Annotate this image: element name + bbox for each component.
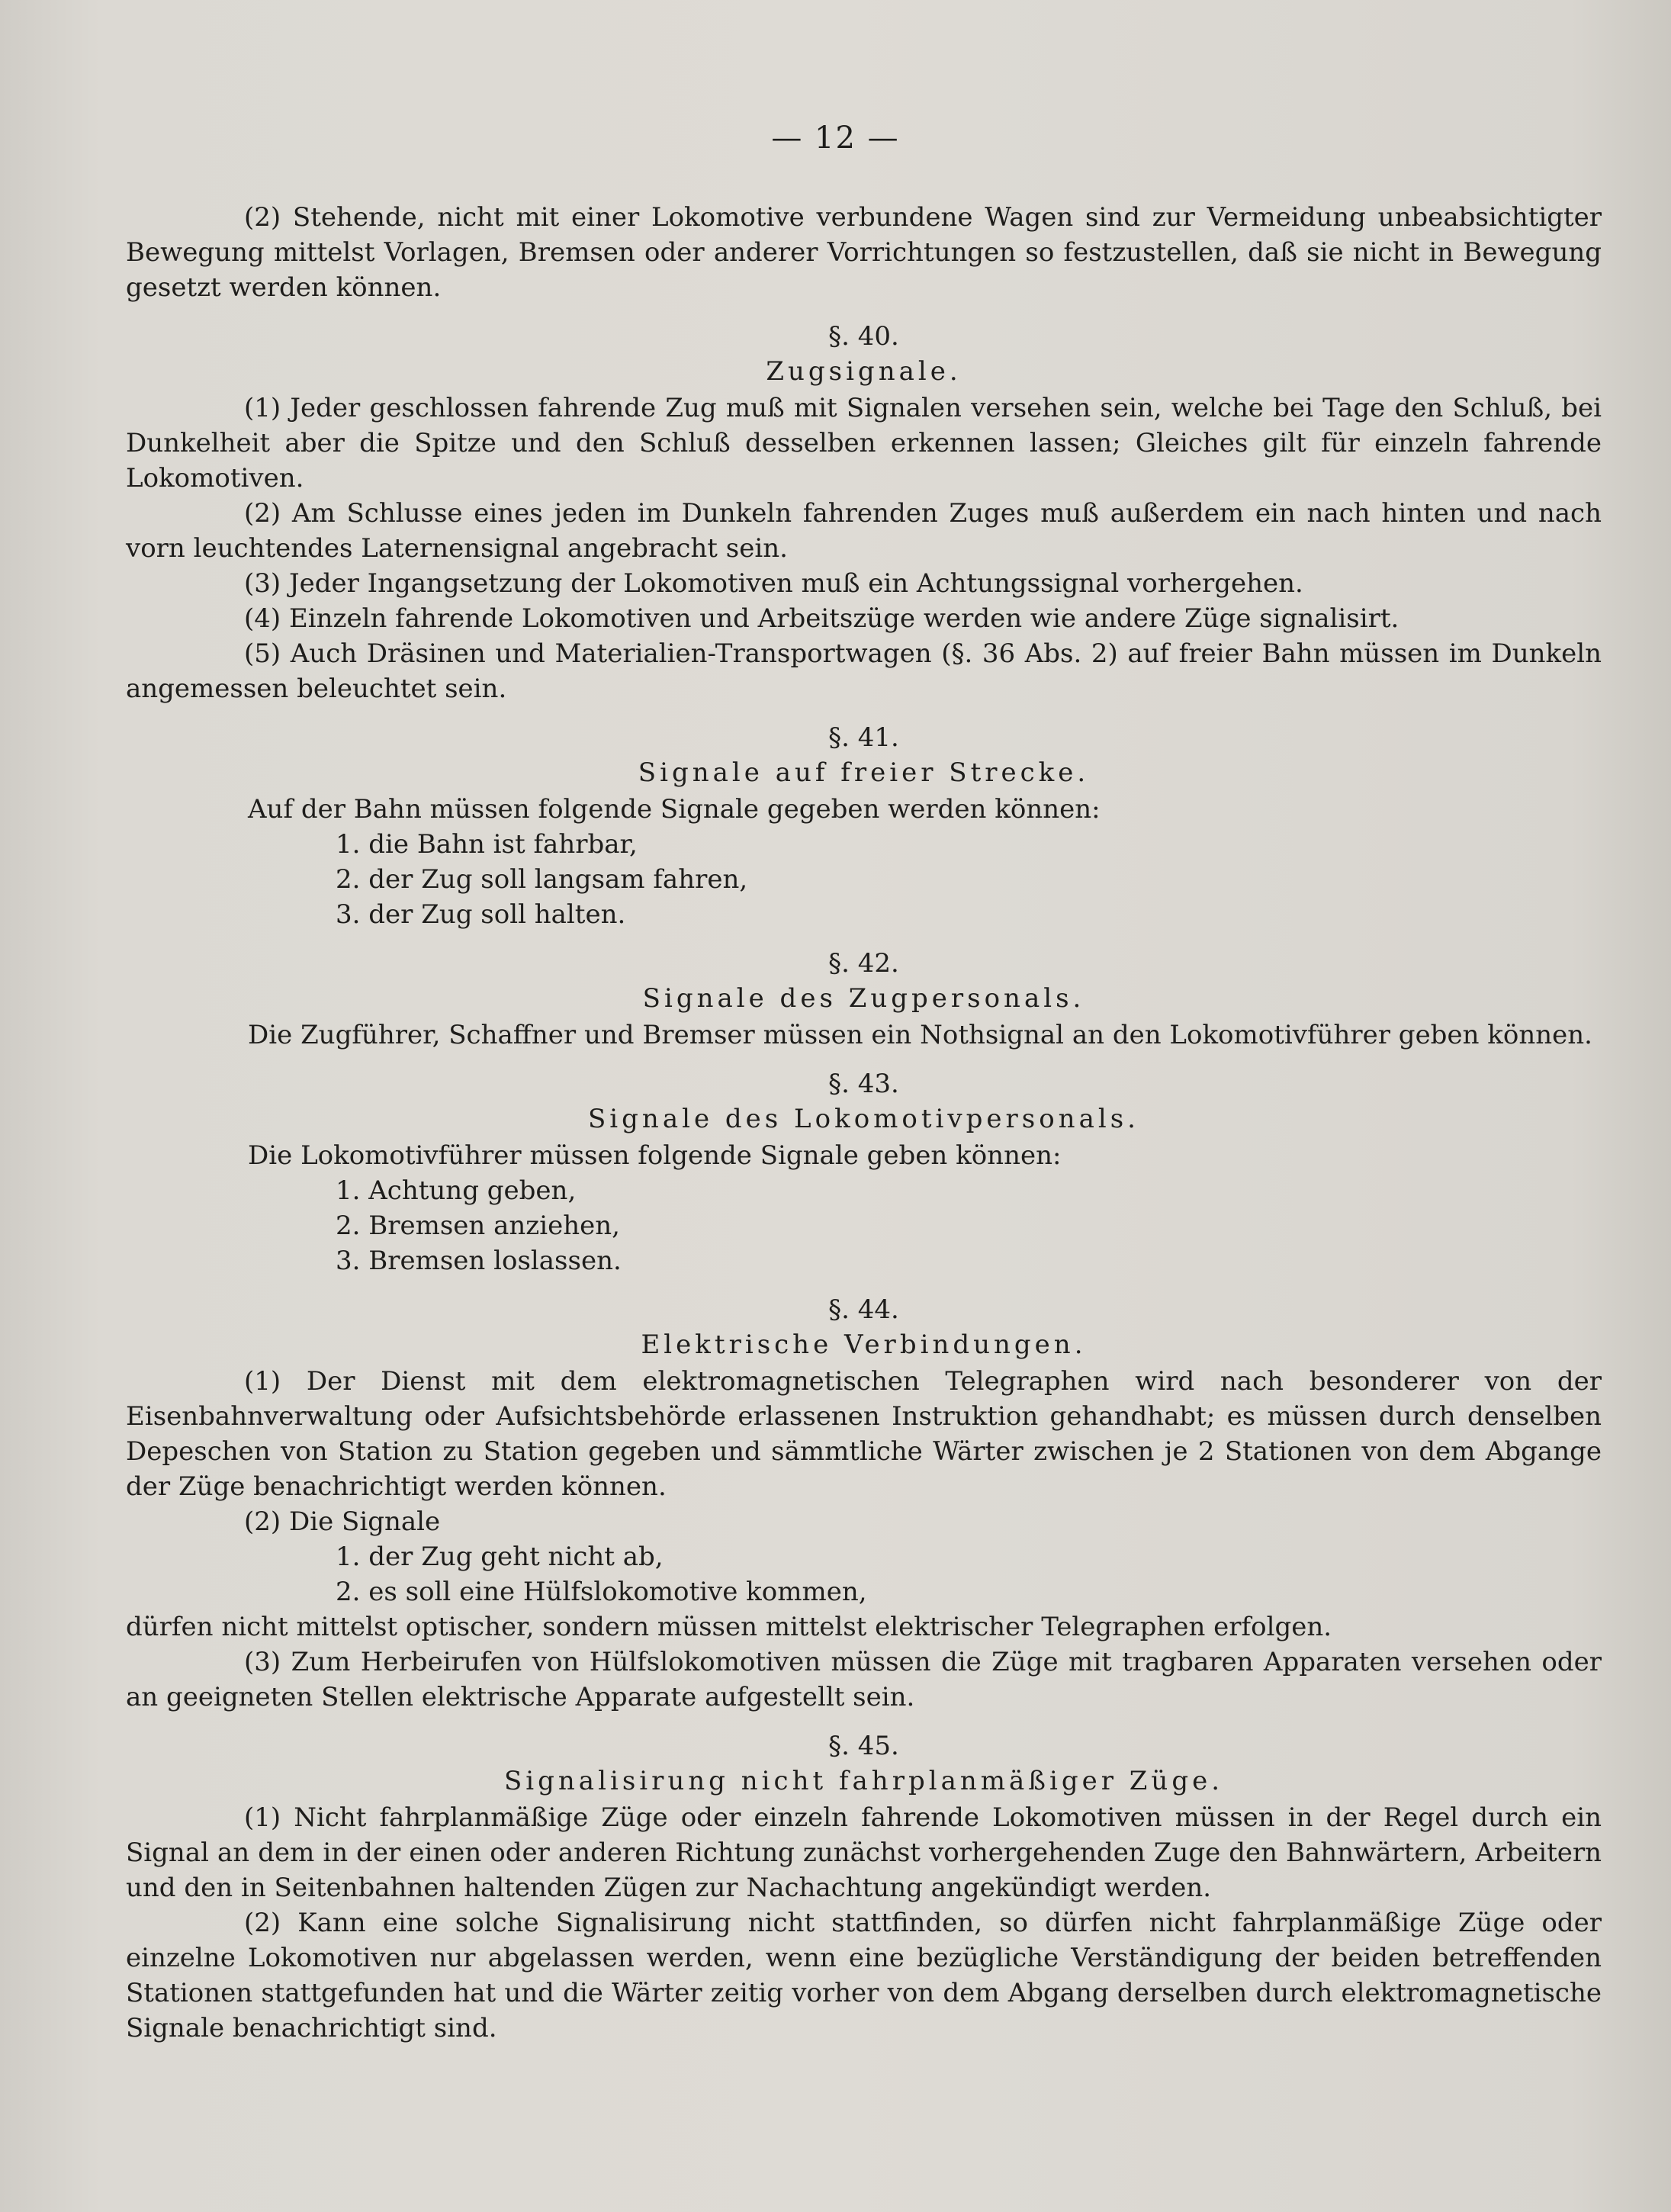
list-item: 1. die Bahn ist fahrbar, xyxy=(336,829,638,860)
section-40-number: §. 40. xyxy=(828,321,899,352)
section-42-number: §. 42. xyxy=(828,948,899,979)
list-item: 1. der Zug geht nicht ab, xyxy=(336,1542,664,1572)
paragraph-40-1: (1) Jeder geschlossen fahrende Zug muß mit Signalen versehen sein, welche bei Tage den Schluß, bei Dunkelheit aber die Spitze und den Schluß desselben erkennen lassen; Gleiches gilt für einzeln fahrende Lokomotiven. xyxy=(126,393,1602,494)
section-41-title: Signale auf freier Strecke. xyxy=(638,757,1090,788)
list-item: 2. es soll eine Hülfslokomotive kommen, xyxy=(336,1577,867,1607)
paragraph-40-5: (5) Auch Dräsinen und Materialien-Transportwagen (§. 36 Abs. 2) auf freier Bahn müssen im Dunkeln angemessen beleuchtet sein. xyxy=(126,638,1602,704)
paragraph-40-3: (3) Jeder Ingangsetzung der Lokomotiven muß ein Achtungssignal vorhergehen. xyxy=(244,568,1303,599)
section-44-list xyxy=(126,1539,1602,1609)
paragraph-40-2: (2) Am Schlusse eines jeden im Dunkeln fahrenden Zuges muß außerdem ein nach hinten und nach vorn leuchtendes Laternensignal angebracht sein. xyxy=(126,498,1602,564)
section-42-title: Signale des Zugpersonals. xyxy=(642,983,1085,1014)
page-body xyxy=(126,200,1602,2046)
paragraph-44-3: (3) Zum Herbeirufen von Hülfslokomotiven müssen die Züge mit tragbaren Apparaten versehen oder an geeigneten Stellen elektrische Apparate aufgestellt sein. xyxy=(126,1647,1602,1712)
paragraph-44-2-tail: dürfen nicht mittelst optischer, sondern müssen mittelst elektrischer Telegraphen erfolgen. xyxy=(126,1612,1332,1642)
section-44-title: Elektrische Verbindungen. xyxy=(641,1329,1087,1360)
section-45-number: §. 45. xyxy=(828,1731,899,1761)
list-item: 2. Bremsen anziehen, xyxy=(336,1210,620,1241)
list-item: 1. Achtung geben, xyxy=(336,1175,577,1206)
page-number: — 12 — xyxy=(771,121,900,156)
paragraph-42: Die Zugführer, Schaffner und Bremser müssen ein Nothsignal an den Lokomotivführer geben können. xyxy=(248,1020,1592,1050)
list-item: 3. Bremsen loslassen. xyxy=(336,1246,622,1276)
section-40-title: Zugsignale. xyxy=(766,356,962,387)
paragraph-39-2: (2) Stehende, nicht mit einer Lokomotive verbundene Wagen sind zur Vermeidung unbeabsichtigter Bewegung mittelst Vorlagen, Bremsen oder anderer Vorrichtungen so festzustellen, daß sie nicht in Bewegung gesetzt werden können. xyxy=(126,202,1602,303)
paragraph-40-4: (4) Einzeln fahrende Lokomotiven und Arbeitszüge werden wie andere Züge signalisirt. xyxy=(244,603,1399,634)
section-45-title: Signalisirung nicht fahrplanmäßiger Züge. xyxy=(503,1766,1224,1796)
paragraph-43-lead: Die Lokomotivführer müssen folgende Signale geben können: xyxy=(248,1140,1062,1171)
section-43-list xyxy=(126,1173,1602,1278)
section-44-number: §. 44. xyxy=(828,1294,899,1325)
section-41-list xyxy=(126,827,1602,932)
section-41-number: §. 41. xyxy=(828,722,899,753)
paragraph-44-2-lead: (2) Die Signale xyxy=(244,1506,441,1537)
paragraph-45-1: (1) Nicht fahrplanmäßige Züge oder einzeln fahrende Lokomotiven müssen in der Regel durch ein Signal an dem in der einen oder anderen Richtung zunächst vorhergehenden Zuge den Bahnwärtern, Arbeitern und den in Seitenbahnen haltenden Zügen zur Nachachtung angekündigt werden. xyxy=(126,1802,1602,1903)
paragraph-41-lead: Auf der Bahn müssen folgende Signale gegeben werden können: xyxy=(248,794,1101,825)
list-item: 2. der Zug soll langsam fahren, xyxy=(336,864,748,895)
list-item: 3. der Zug soll halten. xyxy=(336,899,626,930)
paragraph-44-1: (1) Der Dienst mit dem elektromagnetischen Telegraphen wird nach besonderer von der Eisenbahnverwaltung oder Aufsichtsbehörde erlassenen Instruktion gehandhabt; es müssen durch denselben Depeschen von Station zu Station gegeben und sämmtliche Wärter zwischen je 2 Stationen von dem Abgange der Züge benachrichtigt werden können. xyxy=(126,1366,1602,1502)
paragraph-45-2: (2) Kann eine solche Signalisirung nicht stattfinden, so dürfen nicht fahrplanmäßige Züge oder einzelne Lokomotiven nur abgelassen werden, wenn eine bezügliche Verständigung der beiden betreffenden Stationen stattgefunden hat und die Wärter zeitig vorher von dem Abgang derselben durch elektromagnetische Signale benachrichtigt sind. xyxy=(126,1908,1602,2043)
section-43-title: Signale des Lokomotivpersonals. xyxy=(588,1104,1139,1134)
section-43-number: §. 43. xyxy=(828,1069,899,1099)
